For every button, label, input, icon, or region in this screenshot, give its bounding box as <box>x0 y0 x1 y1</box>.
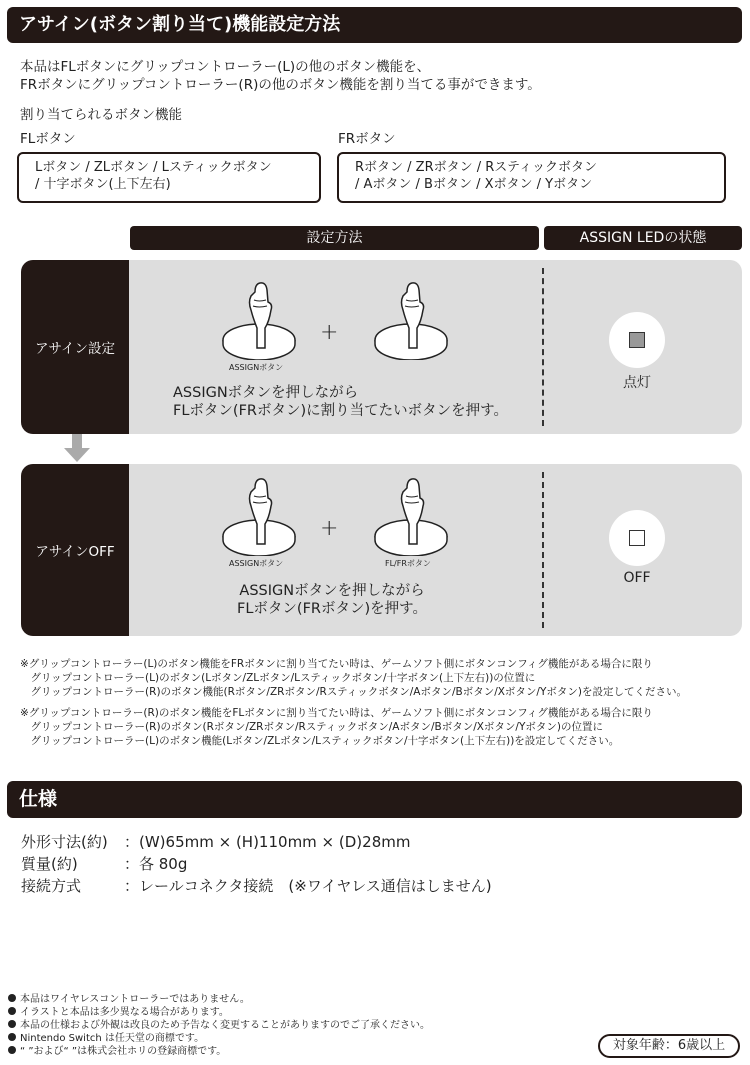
step-off-instruction <box>207 582 457 618</box>
footer-item <box>8 1019 430 1032</box>
column-header-led: ASSIGN LEDの状態 <box>544 226 742 250</box>
note-line: グリップコントローラー(R)のボタン(Rボタン/ZRボタン/Rスティックボタン/Aボタン/Bボタン/Xボタン/Yボタン)の位置に <box>20 721 603 733</box>
footer-text: 本品はワイヤレスコントローラーではありません。 <box>20 994 250 1005</box>
divider-dashed <box>542 268 544 426</box>
footer-item <box>8 1045 226 1058</box>
note-line: グリップコントローラー(R)のボタン機能(Rボタン/ZRボタン/Rスティックボタン/Aボタン/Bボタン/Xボタン/Yボタン)を設定してください。 <box>20 686 687 698</box>
assign-button-label: ASSIGNボタン <box>229 559 284 568</box>
assignable-heading: 割り当てられるボタン機能 <box>20 107 182 123</box>
footer-text: イラストと本品は多少異なる場合があります。 <box>20 1007 229 1018</box>
bullet-dot-icon <box>8 1033 16 1041</box>
plus-sign: + <box>320 516 339 541</box>
note-line: ※グリップコントローラー(L)のボタン機能をFRボタンに割り当てたい時は、ゲームソフト側にボタンコンフィグ機能がある場合に限り <box>20 658 653 670</box>
plus-sign: + <box>320 320 339 345</box>
spec-row <box>21 854 187 875</box>
footer-text: “ ”および“ ”は株式会社ホリの登録商標です。 <box>20 1046 227 1057</box>
led-indicator <box>609 312 665 368</box>
spec-value: ：各 80g <box>124 855 188 873</box>
instruction-line-1: ASSIGNボタンを押しながら <box>173 385 359 401</box>
spec-row <box>21 876 492 897</box>
intro-line-1: 本品はFLボタンにグリップコントローラー(L)の他のボタン機能を、 <box>20 59 431 75</box>
page-title: アサイン(ボタン割り当て)機能設定方法 <box>7 7 742 43</box>
age-rating-badge: 対象年齢：6歳以上 <box>598 1034 740 1058</box>
bullet-dot-icon <box>8 1007 16 1015</box>
footer-item <box>8 1006 229 1019</box>
step-off-label: アサインOFF <box>21 464 129 636</box>
instruction-line-2: FLボタン(FRボタン)を押す。 <box>237 601 427 617</box>
column-header-method: 設定方法 <box>130 226 539 250</box>
led-indicator <box>609 510 665 566</box>
divider-dashed <box>542 472 544 628</box>
spec-key: 外形寸法(約) <box>21 833 108 851</box>
note-line: グリップコントローラー(L)のボタン(Lボタン/ZLボタン/Lスティックボタン/十字ボタン(上下左右))の位置に <box>20 672 536 684</box>
note-line: グリップコントローラー(L)のボタン機能(Lボタン/ZLボタン/Lスティックボタン/十字ボタン(上下左右))を設定してください。 <box>20 735 620 747</box>
led-state-on: 点灯 <box>623 375 651 391</box>
pressing-hand-icon <box>373 474 453 556</box>
fr-label: FRボタン <box>338 131 396 147</box>
intro-line-2: FRボタンにグリップコントローラー(R)の他のボタン機能を割り当てる事ができます。 <box>20 77 541 93</box>
spec-value: ：レールコネクタ接続 (※ワイヤレス通信はしません) <box>124 877 492 895</box>
spec-title: 仕様 <box>7 781 742 818</box>
spec-key: 質量(約) <box>21 855 78 873</box>
instruction-line-2: FLボタン(FRボタン)に割り当てたいボタンを押す。 <box>173 403 508 419</box>
footer-item <box>8 993 250 1006</box>
fl-function-line-1: Lボタン / ZLボタン / Lスティックボタン <box>35 160 272 175</box>
fr-function-box <box>337 152 726 203</box>
spec-value: ：(W)65mm × (H)110mm × (D)28mm <box>124 833 411 851</box>
step-assign-panel <box>21 260 742 434</box>
down-arrow-icon <box>62 434 92 464</box>
step-off-panel <box>21 464 742 636</box>
fr-function-line-2: / Aボタン / Bボタン / Xボタン / Yボタン <box>355 177 593 192</box>
spec-row <box>21 832 410 853</box>
pressing-hand-icon <box>373 278 453 360</box>
footer-text: 本品の仕様および外観は改良のため予告なく変更することがありますのでご了承ください。 <box>20 1020 430 1031</box>
note-line: ※グリップコントローラー(R)のボタン機能をFLボタンに割り当てたい時は、ゲームソフト側にボタンコンフィグ機能がある場合に限り <box>20 707 653 719</box>
instruction-line-1: ASSIGNボタンを押しながら <box>239 583 425 599</box>
bullet-dot-icon <box>8 994 16 1002</box>
led-square-icon <box>629 530 645 546</box>
led-state-off: OFF <box>623 570 651 586</box>
bullet-dot-icon <box>8 1020 16 1028</box>
footer-item <box>8 1032 204 1045</box>
fl-fr-button-label: FL/FRボタン <box>385 559 431 568</box>
fl-label: FLボタン <box>20 131 76 147</box>
pressing-hand-icon <box>221 474 301 556</box>
bullet-dot-icon <box>8 1046 16 1054</box>
step-assign-label: アサイン設定 <box>21 260 129 434</box>
led-square-icon <box>629 332 645 348</box>
pressing-hand-icon <box>221 278 301 360</box>
assign-button-label: ASSIGNボタン <box>229 363 284 372</box>
fl-function-line-2: / 十字ボタン(上下左右) <box>35 177 171 192</box>
spec-key: 接続方式 <box>21 877 82 895</box>
footer-text: Nintendo Switch は任天堂の商標です。 <box>20 1033 205 1044</box>
fr-function-line-1: Rボタン / ZRボタン / Rスティックボタン <box>355 160 597 175</box>
fl-function-box <box>17 152 321 203</box>
step-assign-instruction <box>173 384 508 420</box>
